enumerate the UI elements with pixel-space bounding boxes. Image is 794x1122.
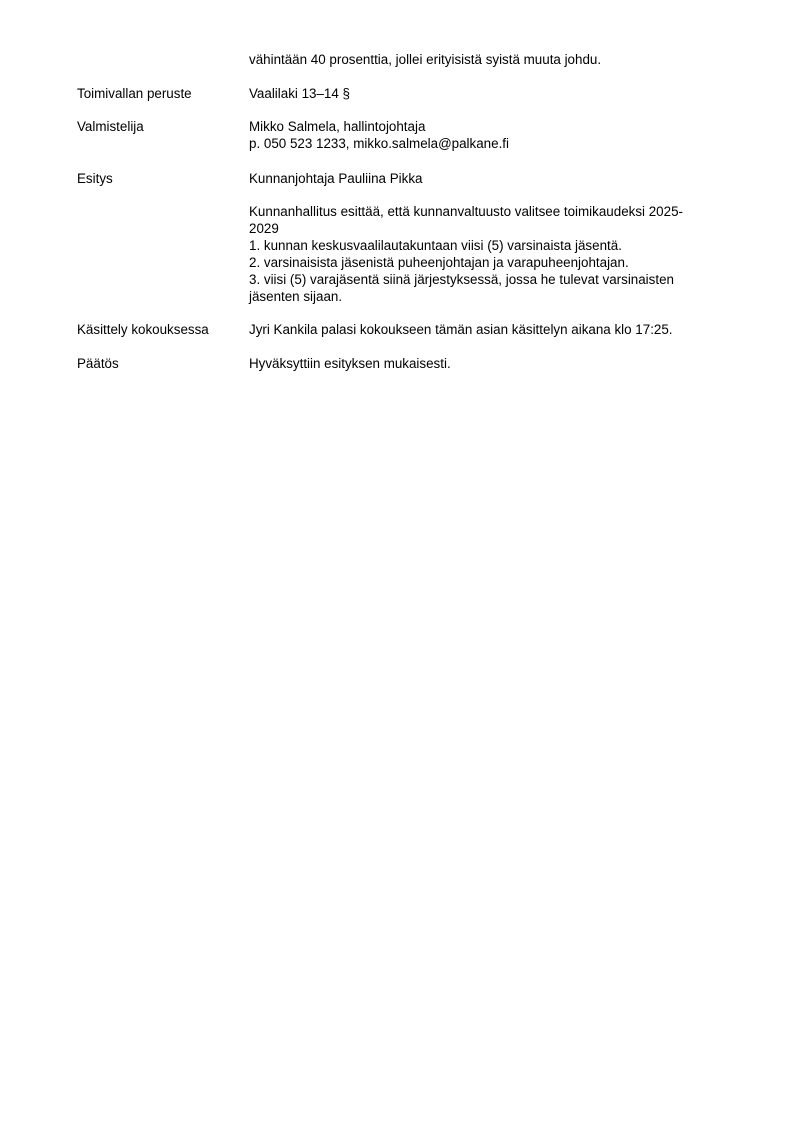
- valmistelija-label: Valmistelija: [77, 119, 144, 134]
- esitys-presenter: Kunnanjohtaja Pauliina Pikka: [249, 171, 423, 186]
- valmistelija-contact: p. 050 523 1233, mikko.salmela@palkane.fi: [249, 136, 509, 151]
- paatos-label: Päätös: [77, 356, 119, 371]
- proposal-line: 3. viisi (5) varajäsentä siinä järjestyksessä, jossa he tulevat varsinaisten: [249, 272, 674, 287]
- proposal-line: 2029: [249, 221, 279, 236]
- proposal-line: Kunnanhallitus esittää, että kunnanvaltuusto valitsee toimikaudeksi 2025-: [249, 204, 683, 219]
- continuation-text: vähintään 40 prosenttia, jollei erityisistä syistä muuta johdu.: [249, 52, 602, 67]
- valmistelija-name: Mikko Salmela, hallintojohtaja: [249, 119, 426, 134]
- paatos-value: Hyväksyttiin esityksen mukaisesti.: [249, 356, 451, 371]
- toimivallan-peruste-label: Toimivallan peruste: [77, 86, 192, 101]
- toimivallan-peruste-value: Vaalilaki 13–14 §: [249, 86, 350, 101]
- kasittely-value: Jyri Kankila palasi kokoukseen tämän asian käsittelyn aikana klo 17:25.: [249, 322, 673, 337]
- proposal-line: jäsenten sijaan.: [249, 289, 343, 304]
- esitys-label: Esitys: [77, 171, 113, 186]
- proposal-line: 2. varsinaisista jäsenistä puheenjohtajan ja varapuheenjohtajan.: [249, 255, 629, 270]
- proposal-line: 1. kunnan keskusvaalilautakuntaan viisi (5) varsinaista jäsentä.: [249, 238, 622, 253]
- kasittely-label: Käsittely kokouksessa: [77, 322, 209, 337]
